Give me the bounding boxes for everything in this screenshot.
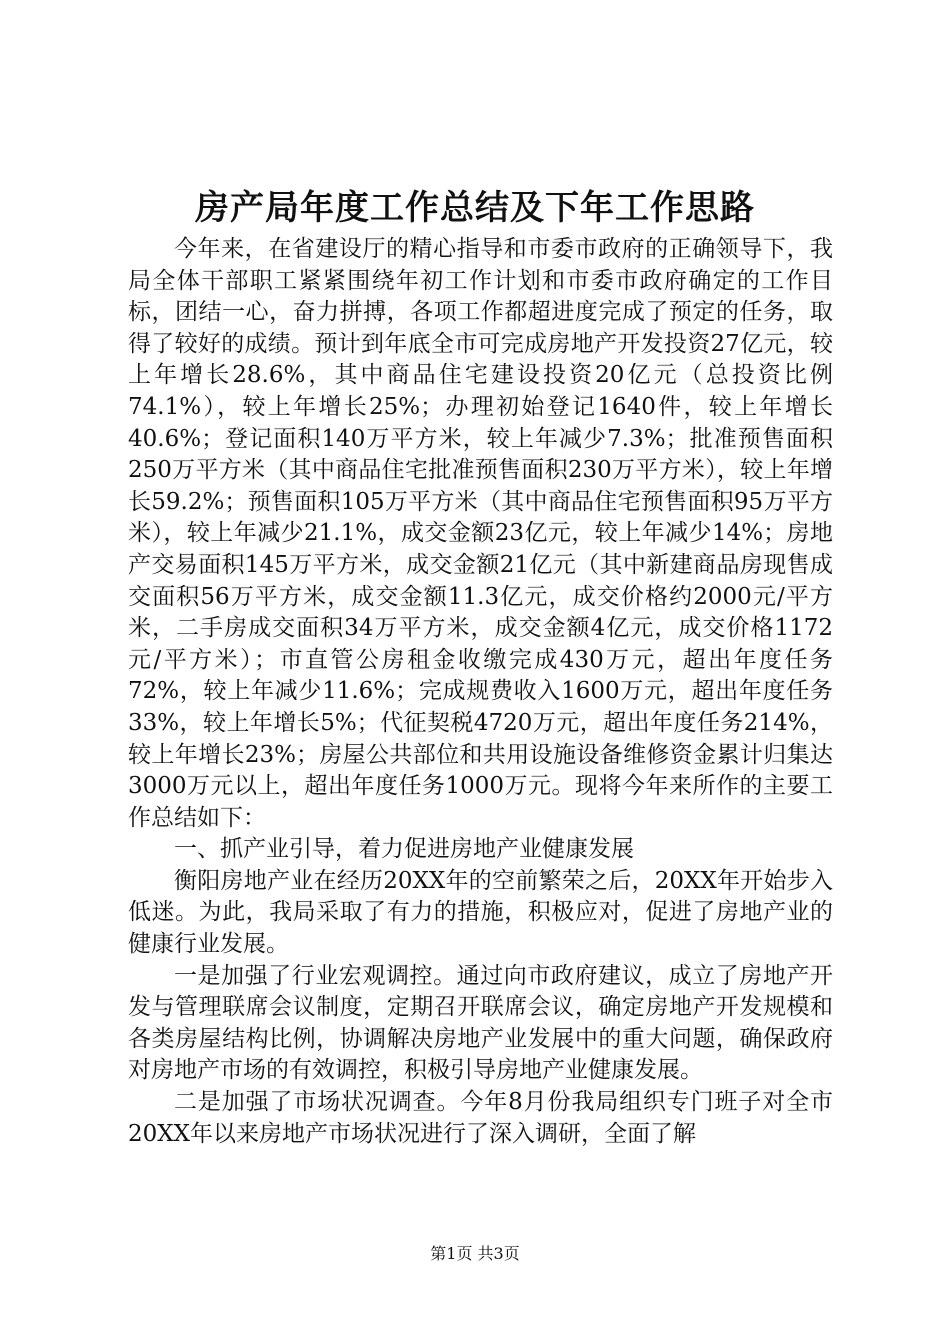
- paragraph-section-1: 衡阳房地产业在经历20XX年的空前繁荣之后，20XX年开始步入低迷。为此，我局采取了有力的措施，积极应对，促进了房地产业的健康行业发展。: [128, 867, 833, 958]
- paragraph-intro: 今年来，在省建设厅的精心指导和市委市政府的正确领导下，我局全体干部职工紧紧围绕年初工作计划和市委市政府确定的工作目标，团结一心，奋力拼搏，各项工作都超进度完成了预定的任务，取得了较好的成绩。预计到年底全市可完成房地产开发投资27亿元，较上年增长28.6%，其中商品住宅建设投资20亿元（总投资比例74.1%），较上年增长25%；办理初始登记1640件，较上年增长40.6%；登记面积140万平方米，较上年减少7.3%；批准预售面积250万平方米（其中商品住宅批准预售面积230万平方米），较上年增长59.2%；预售面积105万平方米（其中商品住宅预售面积95万平方米），较上年减少21.1%，成交金额23亿元，较上年减少14%；房地产交易面积145万平方米，成交金额21亿元（其中新建商品房现售成交面积56万平方米，成交金额11.3亿元，成交价格约2000元/平方米，二手房成交面积34万平方米，成交金额4亿元，成交价格1172元/平方米）；市直管公房租金收缴完成430万元，超出年度任务72%，较上年减少11.6%；完成规费收入1600万元，超出年度任务33%，较上年增长5%；代征契税4720万元，超出年度任务214%，较上年增长23%；房屋公共部位和共用设施设备维修资金累计归集达3000万元以上，超出年度任务1000万元。现将今年来所作的主要工作总结如下：: [128, 236, 833, 831]
- section-heading-1: 一、抓产业引导，着力促进房地产业健康发展: [174, 836, 634, 863]
- page-number-footer: 第1页 共3页: [430, 1244, 520, 1263]
- document-body: [128, 234, 833, 1150]
- paragraph-point-2: 二是加强了市场状况调查。今年8月份我局组织专门班子对全市20XX年以来房地产市场状况进行了深入调研，全面了解: [128, 1089, 833, 1147]
- paragraph-point-1: 一是加强了行业宏观调控。通过向市政府建议，成立了房地产开发与管理联席会议制度，定期召开联席会议，确定房地产开发规模和各类房屋结构比例，协调解决房地产业发展中的重大问题，确保政府对房地产市场的有效调控，积极引导房地产业健康发展。: [128, 962, 833, 1084]
- document-title: 房产局年度工作总结及下年工作思路: [195, 188, 755, 228]
